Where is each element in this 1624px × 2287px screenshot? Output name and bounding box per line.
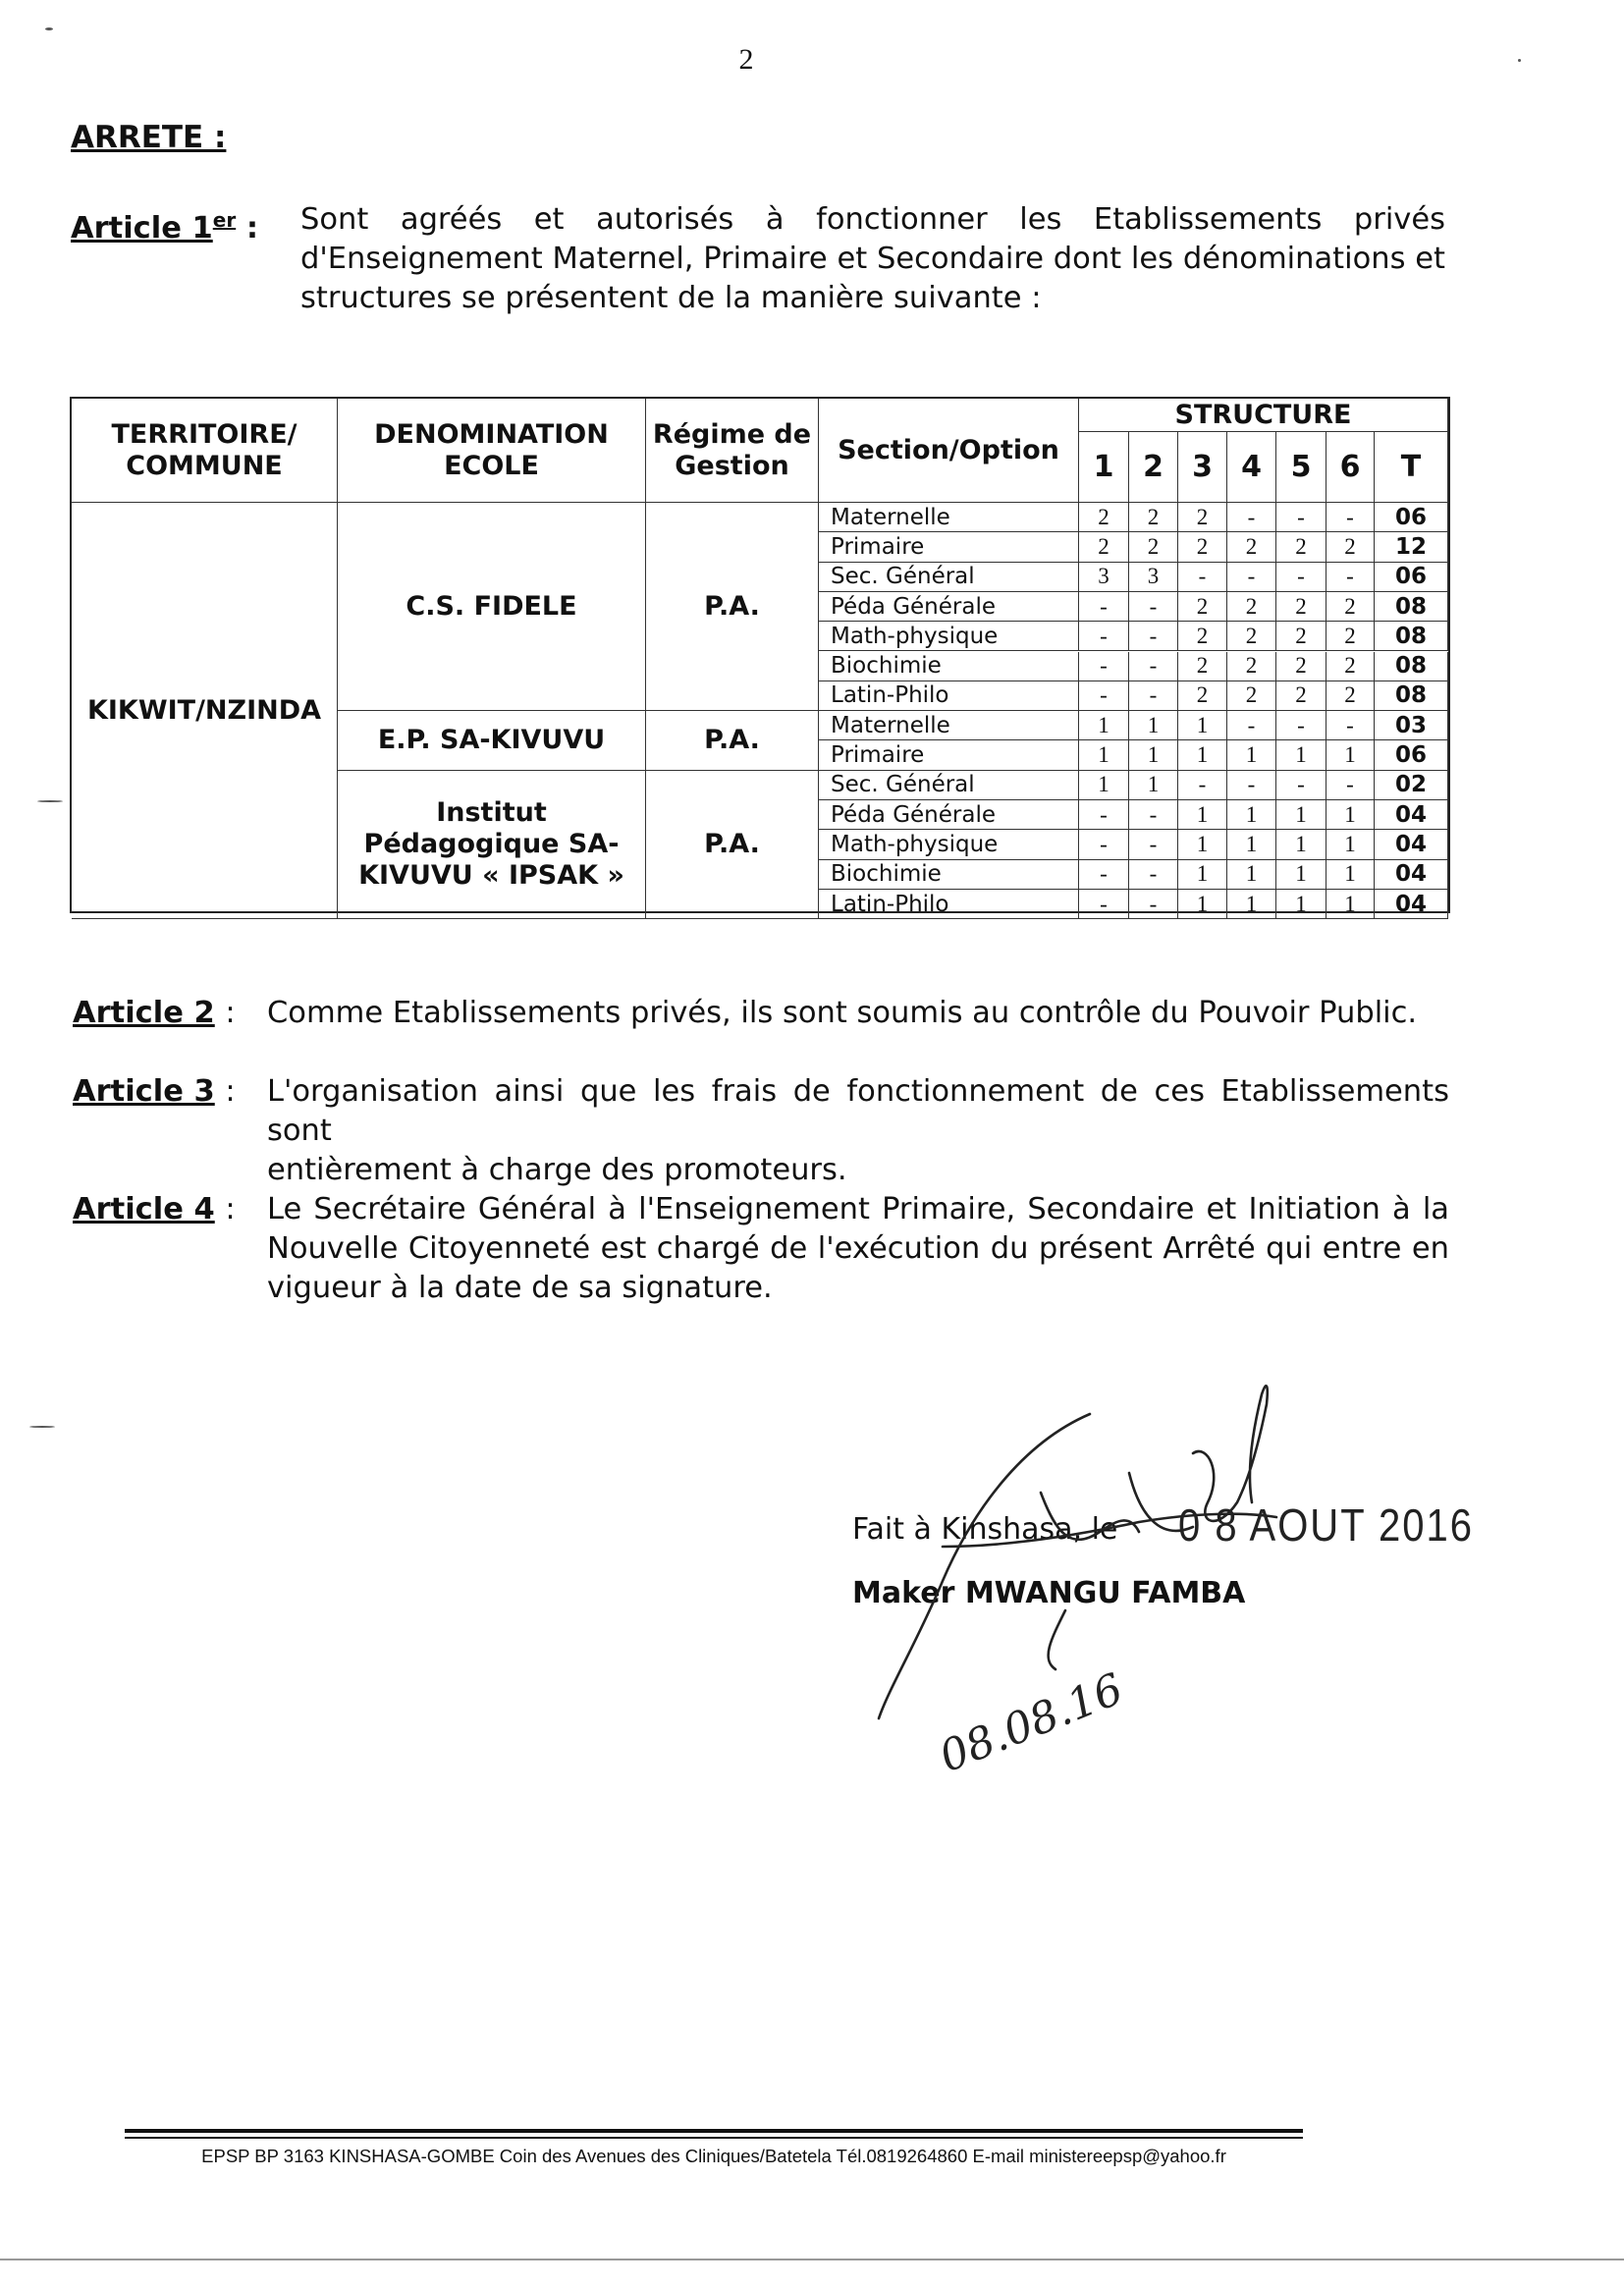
structure-value: 2 (1227, 622, 1276, 651)
structure-table (70, 397, 1450, 917)
structure-total: 06 (1375, 503, 1448, 532)
structure-total: 04 (1375, 830, 1448, 859)
article-3 (73, 1072, 1449, 1187)
structure-value: - (1129, 830, 1178, 859)
article-1-heading (71, 200, 258, 248)
structure-total: 06 (1375, 740, 1448, 770)
article-3-label: Article 3 (73, 1074, 215, 1109)
page-number: 2 (738, 43, 754, 76)
header-col-6: 6 (1326, 432, 1375, 503)
article-3-colon: : (225, 1074, 236, 1109)
structure-total: 04 (1375, 890, 1448, 919)
article-1-label: Article 1 (71, 211, 213, 246)
structure-value: 1 (1276, 800, 1326, 830)
date-stamp: 0 8 AOUT 2016 (1178, 1500, 1474, 1552)
structure-value: 2 (1178, 622, 1227, 651)
structure-value: - (1178, 563, 1227, 592)
scan-speck (1518, 59, 1521, 62)
structure-value: - (1227, 711, 1276, 740)
structure-value: - (1129, 592, 1178, 622)
article-1-line: d'Enseignement Maternel, Primaire et Secondaire dont les dénominations et (300, 242, 1445, 276)
structure-value: 2 (1178, 681, 1227, 711)
section-option: Maternelle (819, 711, 1079, 740)
structure-value: 2 (1276, 652, 1326, 681)
footer-address: EPSP BP 3163 KINSHASA-GOMBE Coin des Avenues des Cliniques/Batetela Tél.0819264860 E-mail ministereepsp@yahoo.fr (201, 2146, 1226, 2166)
document-title: ARRETE : (71, 120, 227, 155)
structure-value: 2 (1129, 532, 1178, 562)
header-denomination: DENOMINATION ECOLE (338, 399, 646, 503)
structure-value: - (1276, 711, 1326, 740)
structure-value: 1 (1276, 890, 1326, 919)
structure-value: 2 (1227, 652, 1276, 681)
structure-value: 2 (1276, 622, 1326, 651)
section-option: Péda Générale (819, 592, 1079, 622)
structure-value: - (1129, 652, 1178, 681)
article-4-line: vigueur à la date de sa signature. (267, 1271, 773, 1305)
header-col-1: 1 (1079, 432, 1129, 503)
section-option: Math-physique (819, 622, 1079, 651)
scan-speck (45, 27, 53, 30)
article-2-label: Article 2 (73, 996, 215, 1030)
structure-value: 1 (1178, 830, 1227, 859)
structure-value: 1 (1178, 800, 1227, 830)
article-3-line: entièrement à charge des promoteurs. (267, 1153, 847, 1187)
structure-value: - (1227, 503, 1276, 532)
structure-value: - (1129, 622, 1178, 651)
structure-value: 2 (1178, 592, 1227, 622)
article-3-heading (73, 1072, 236, 1112)
structure-value: 2 (1227, 532, 1276, 562)
structure-value: - (1276, 771, 1326, 800)
structure-value: - (1326, 503, 1375, 532)
structure-value: 1 (1326, 740, 1375, 770)
section-option: Latin-Philo (819, 890, 1079, 919)
structure-value: 1 (1079, 711, 1129, 740)
structure-value: 1 (1227, 830, 1276, 859)
section-option: Sec. Général (819, 563, 1079, 592)
structure-value: 1 (1227, 800, 1276, 830)
structure-value: - (1178, 771, 1227, 800)
school-regime: P.A. (646, 771, 819, 920)
structure-value: 2 (1178, 503, 1227, 532)
structure-value: - (1129, 681, 1178, 711)
article-2-colon: : (225, 996, 236, 1030)
section-option: Primaire (819, 532, 1079, 562)
article-1-colon: : (245, 211, 259, 246)
article-2-heading (73, 994, 236, 1033)
structure-total: 08 (1375, 652, 1448, 681)
structure-value: 2 (1276, 592, 1326, 622)
structure-value: 1 (1129, 711, 1178, 740)
structure-value: - (1326, 563, 1375, 592)
structure-value: 1 (1326, 860, 1375, 890)
structure-value: 1 (1178, 860, 1227, 890)
section-option: Maternelle (819, 503, 1079, 532)
article-4-line: Le Secrétaire Général à l'Enseignement Primaire, Secondaire et Initiation à la (267, 1192, 1449, 1226)
article-1-line: Sont agréés et autorisés à fonctionner les Etablissements privés (300, 202, 1445, 237)
header-col-2: 2 (1129, 432, 1178, 503)
page-bottom-line (0, 2259, 1624, 2260)
handwritten-date (933, 1664, 1130, 1783)
scan-speck (29, 1426, 55, 1428)
structure-value: 1 (1079, 771, 1129, 800)
structure-total: 04 (1375, 800, 1448, 830)
structure-value: - (1079, 652, 1129, 681)
structure-total: 08 (1375, 681, 1448, 711)
school-name: Institut Pédagogique SA-KIVUVU « IPSAK » (338, 771, 646, 920)
article-3-line: L'organisation ainsi que les frais de fonctionnement de ces Etablissements sont (267, 1074, 1449, 1148)
section-option: Biochimie (819, 652, 1079, 681)
header-regime: Régime de Gestion (646, 399, 819, 503)
signatory-name: Maker MWANGU FAMBA (852, 1576, 1246, 1610)
structure-value: 2 (1326, 622, 1375, 651)
article-2 (73, 994, 1447, 1035)
structure-value: 1 (1326, 830, 1375, 859)
structure-value: - (1276, 563, 1326, 592)
structure-value: 1 (1178, 890, 1227, 919)
article-2-text (267, 994, 1445, 1033)
structure-value: - (1129, 890, 1178, 919)
structure-value: 2 (1079, 532, 1129, 562)
structure-value: 1 (1276, 830, 1326, 859)
structure-value: - (1079, 890, 1129, 919)
structure-value: 1 (1326, 800, 1375, 830)
territoire-cell: KIKWIT/NZINDA (72, 503, 338, 919)
structure-total: 08 (1375, 592, 1448, 622)
structure-value: 1 (1129, 740, 1178, 770)
structure-value: 2 (1326, 532, 1375, 562)
header-territoire: TERRITOIRE/ COMMUNE (72, 399, 338, 503)
article-4-colon: : (225, 1192, 236, 1226)
article-2-line: Comme Etablissements privés, ils sont soumis au contrôle du Pouvoir Public. (267, 996, 1418, 1030)
footer-rule (125, 2129, 1303, 2133)
header-col-5: 5 (1276, 432, 1326, 503)
structure-value: 2 (1326, 652, 1375, 681)
structure-value: - (1079, 622, 1129, 651)
article-1 (71, 200, 1445, 328)
structure-value: 1 (1079, 740, 1129, 770)
header-section: Section/Option (819, 399, 1079, 503)
structure-value: 2 (1079, 503, 1129, 532)
structure-value: 2 (1326, 592, 1375, 622)
structure-value: 1 (1326, 890, 1375, 919)
article-1-superscript: er (212, 208, 237, 232)
structure-value: 2 (1227, 681, 1276, 711)
place-of-signing: Fait à Kinshasa, le (852, 1512, 1118, 1547)
section-option: Latin-Philo (819, 681, 1079, 711)
structure-value: 1 (1178, 740, 1227, 770)
structure-value: - (1129, 860, 1178, 890)
scan-speck (37, 800, 63, 802)
structure-value: - (1079, 800, 1129, 830)
article-4-line: Nouvelle Citoyenneté est chargé de l'exécution du présent Arrêté qui entre en (267, 1231, 1449, 1266)
structure-value: - (1227, 563, 1276, 592)
structure-value: - (1326, 711, 1375, 740)
article-4-text (267, 1190, 1449, 1308)
structure-value: 1 (1276, 860, 1326, 890)
header-col-3: 3 (1178, 432, 1227, 503)
structure-value: 1 (1227, 860, 1276, 890)
structure-value: 3 (1079, 563, 1129, 592)
header-col-4: 4 (1227, 432, 1276, 503)
structure-value: 2 (1227, 592, 1276, 622)
article-4-label: Article 4 (73, 1192, 215, 1226)
structure-value: 2 (1178, 652, 1227, 681)
structure-value: - (1079, 681, 1129, 711)
header-col-T: T (1375, 432, 1448, 503)
article-3-text (267, 1072, 1449, 1190)
structure-value: 1 (1178, 711, 1227, 740)
article-1-text (300, 200, 1445, 318)
structure-total: 12 (1375, 532, 1448, 562)
article-1-line: structures se présentent de la manière suivante : (300, 281, 1042, 315)
structure-value: 1 (1227, 890, 1276, 919)
structure-value: 2 (1276, 681, 1326, 711)
structure-value: 1 (1276, 740, 1326, 770)
structure-value: - (1079, 592, 1129, 622)
article-4 (73, 1190, 1447, 1314)
handwritten-date-text: 08.08.16 (933, 1663, 1130, 1783)
structure-value: 2 (1326, 681, 1375, 711)
structure-value: - (1129, 800, 1178, 830)
structure-total: 06 (1375, 563, 1448, 592)
structure-value: 1 (1227, 740, 1276, 770)
header-structure: STRUCTURE (1079, 399, 1448, 432)
structure-total: 02 (1375, 771, 1448, 800)
structure-value: 3 (1129, 563, 1178, 592)
section-option: Math-physique (819, 830, 1079, 859)
structure-total: 08 (1375, 622, 1448, 651)
article-4-heading (73, 1190, 236, 1229)
structure-total: 03 (1375, 711, 1448, 740)
structure-value: 1 (1129, 771, 1178, 800)
section-option: Péda Générale (819, 800, 1079, 830)
structure-value: - (1079, 860, 1129, 890)
school-name: E.P. SA-KIVUVU (338, 711, 646, 771)
section-option: Primaire (819, 740, 1079, 770)
school-name: C.S. FIDELE (338, 503, 646, 711)
section-option: Sec. Général (819, 771, 1079, 800)
structure-value: 2 (1178, 532, 1227, 562)
structure-value: - (1276, 503, 1326, 532)
structure-value: - (1227, 771, 1276, 800)
structure-value: - (1079, 830, 1129, 859)
structure-value: 2 (1276, 532, 1326, 562)
structure-value: - (1326, 771, 1375, 800)
structure-total: 04 (1375, 860, 1448, 890)
school-regime: P.A. (646, 711, 819, 771)
footer-rule-thin (125, 2137, 1303, 2139)
structure-value: 2 (1129, 503, 1178, 532)
section-option: Biochimie (819, 860, 1079, 890)
school-regime: P.A. (646, 503, 819, 711)
